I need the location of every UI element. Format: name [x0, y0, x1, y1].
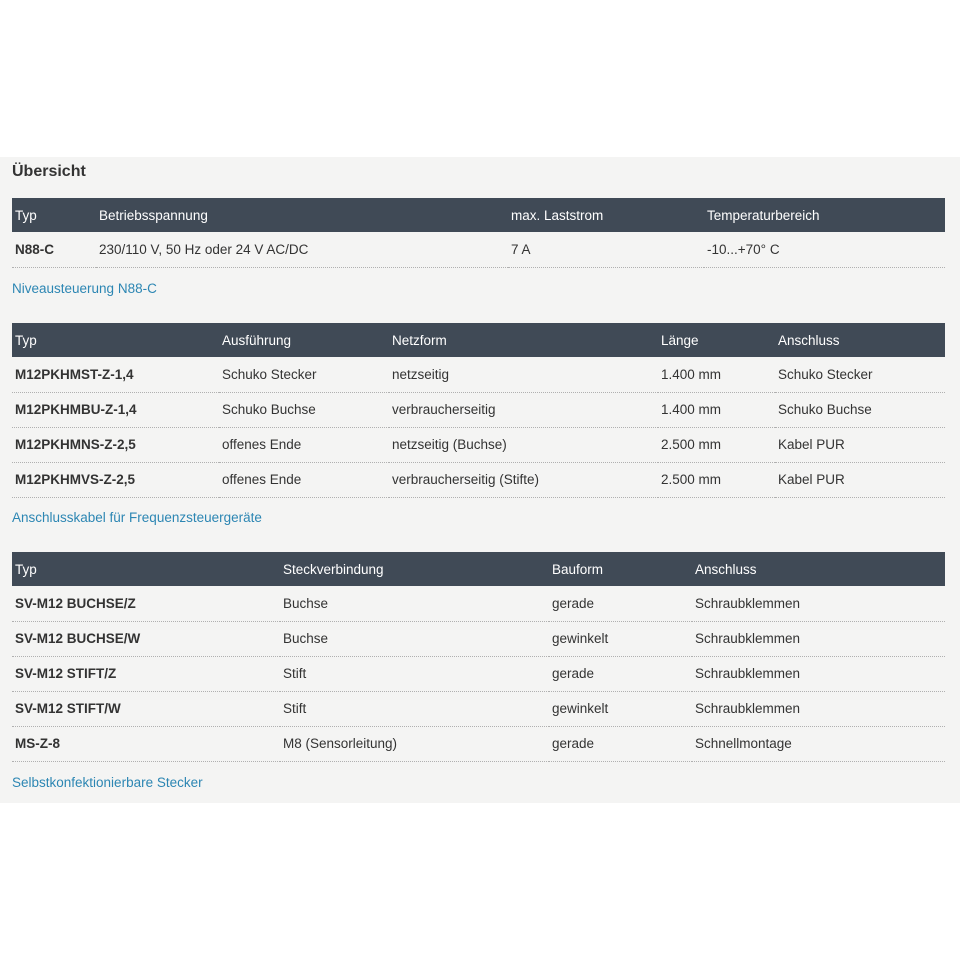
table-row — [12, 392, 945, 427]
cell: Schnellmontage — [692, 726, 945, 761]
column-header: Betriebsspannung — [96, 198, 508, 232]
cell-type: M12PKHMVS-Z-2,5 — [12, 462, 219, 497]
cell: netzseitig — [389, 357, 658, 392]
spec-table-connectors — [12, 552, 945, 762]
table-row — [12, 621, 945, 656]
table-row — [12, 462, 945, 497]
table-row — [12, 691, 945, 726]
cell-type: SV-M12 STIFT/Z — [12, 656, 280, 691]
cell: M8 (Sensorleitung) — [280, 726, 549, 761]
cell: Schuko Stecker — [219, 357, 389, 392]
table-row — [12, 656, 945, 691]
cell: verbraucherseitig — [389, 392, 658, 427]
column-header: Ausführung — [219, 323, 389, 357]
cell: 1.400 mm — [658, 357, 775, 392]
cell: gewinkelt — [549, 691, 692, 726]
cell: Schraubklemmen — [692, 691, 945, 726]
cell-type: SV-M12 STIFT/W — [12, 691, 280, 726]
column-header: Temperaturbereich — [704, 198, 945, 232]
cell: 2.500 mm — [658, 462, 775, 497]
column-header: Typ — [12, 552, 280, 586]
spec-table-n88c — [12, 198, 945, 268]
table-row — [12, 427, 945, 462]
cell-type: M12PKHMNS-Z-2,5 — [12, 427, 219, 462]
cell: Schraubklemmen — [692, 656, 945, 691]
cell: verbraucherseitig (Stifte) — [389, 462, 658, 497]
link-anschlusskabel[interactable]: Anschlusskabel für Frequenzsteuergeräte — [12, 510, 262, 525]
column-header: Typ — [12, 323, 219, 357]
cell: 230/110 V, 50 Hz oder 24 V AC/DC — [96, 232, 508, 267]
cell: Schraubklemmen — [692, 621, 945, 656]
table-header-row — [12, 323, 945, 357]
column-header: Anschluss — [692, 552, 945, 586]
section-title: Übersicht — [12, 163, 86, 180]
column-header: Länge — [658, 323, 775, 357]
cell: Schuko Buchse — [775, 392, 945, 427]
cell: 2.500 mm — [658, 427, 775, 462]
cell-type: SV-M12 BUCHSE/W — [12, 621, 280, 656]
table-row — [12, 232, 945, 267]
cell: 7 A — [508, 232, 704, 267]
column-header: Typ — [12, 198, 96, 232]
cell: 1.400 mm — [658, 392, 775, 427]
cell-type: MS-Z-8 — [12, 726, 280, 761]
cell: Schuko Stecker — [775, 357, 945, 392]
column-header: Steckverbindung — [280, 552, 549, 586]
cell: gerade — [549, 726, 692, 761]
cell: Stift — [280, 656, 549, 691]
cell: netzseitig (Buchse) — [389, 427, 658, 462]
cell: offenes Ende — [219, 462, 389, 497]
cell: Kabel PUR — [775, 462, 945, 497]
cell: gewinkelt — [549, 621, 692, 656]
cell: Stift — [280, 691, 549, 726]
column-header: Anschluss — [775, 323, 945, 357]
cell: gerade — [549, 586, 692, 621]
column-header: Netzform — [389, 323, 658, 357]
link-niveausteuerung[interactable]: Niveausteuerung N88-C — [12, 281, 157, 296]
table-row — [12, 726, 945, 761]
link-selbstkonfektionierbare-stecker[interactable]: Selbstkonfektionierbare Stecker — [12, 775, 203, 790]
table-header-row — [12, 198, 945, 232]
column-header: Bauform — [549, 552, 692, 586]
table-header-row — [12, 552, 945, 586]
table-row — [12, 586, 945, 621]
cell: offenes Ende — [219, 427, 389, 462]
cell: Buchse — [280, 621, 549, 656]
cell-type: M12PKHMBU-Z-1,4 — [12, 392, 219, 427]
cell: gerade — [549, 656, 692, 691]
spec-table-cables — [12, 323, 945, 498]
cell: Kabel PUR — [775, 427, 945, 462]
column-header: max. Laststrom — [508, 198, 704, 232]
cell-type: N88-C — [12, 232, 96, 267]
cell-type: M12PKHMST-Z-1,4 — [12, 357, 219, 392]
cell: -10...+70° C — [704, 232, 945, 267]
cell: Schuko Buchse — [219, 392, 389, 427]
table-row — [12, 357, 945, 392]
cell: Schraubklemmen — [692, 586, 945, 621]
cell: Buchse — [280, 586, 549, 621]
cell-type: SV-M12 BUCHSE/Z — [12, 586, 280, 621]
